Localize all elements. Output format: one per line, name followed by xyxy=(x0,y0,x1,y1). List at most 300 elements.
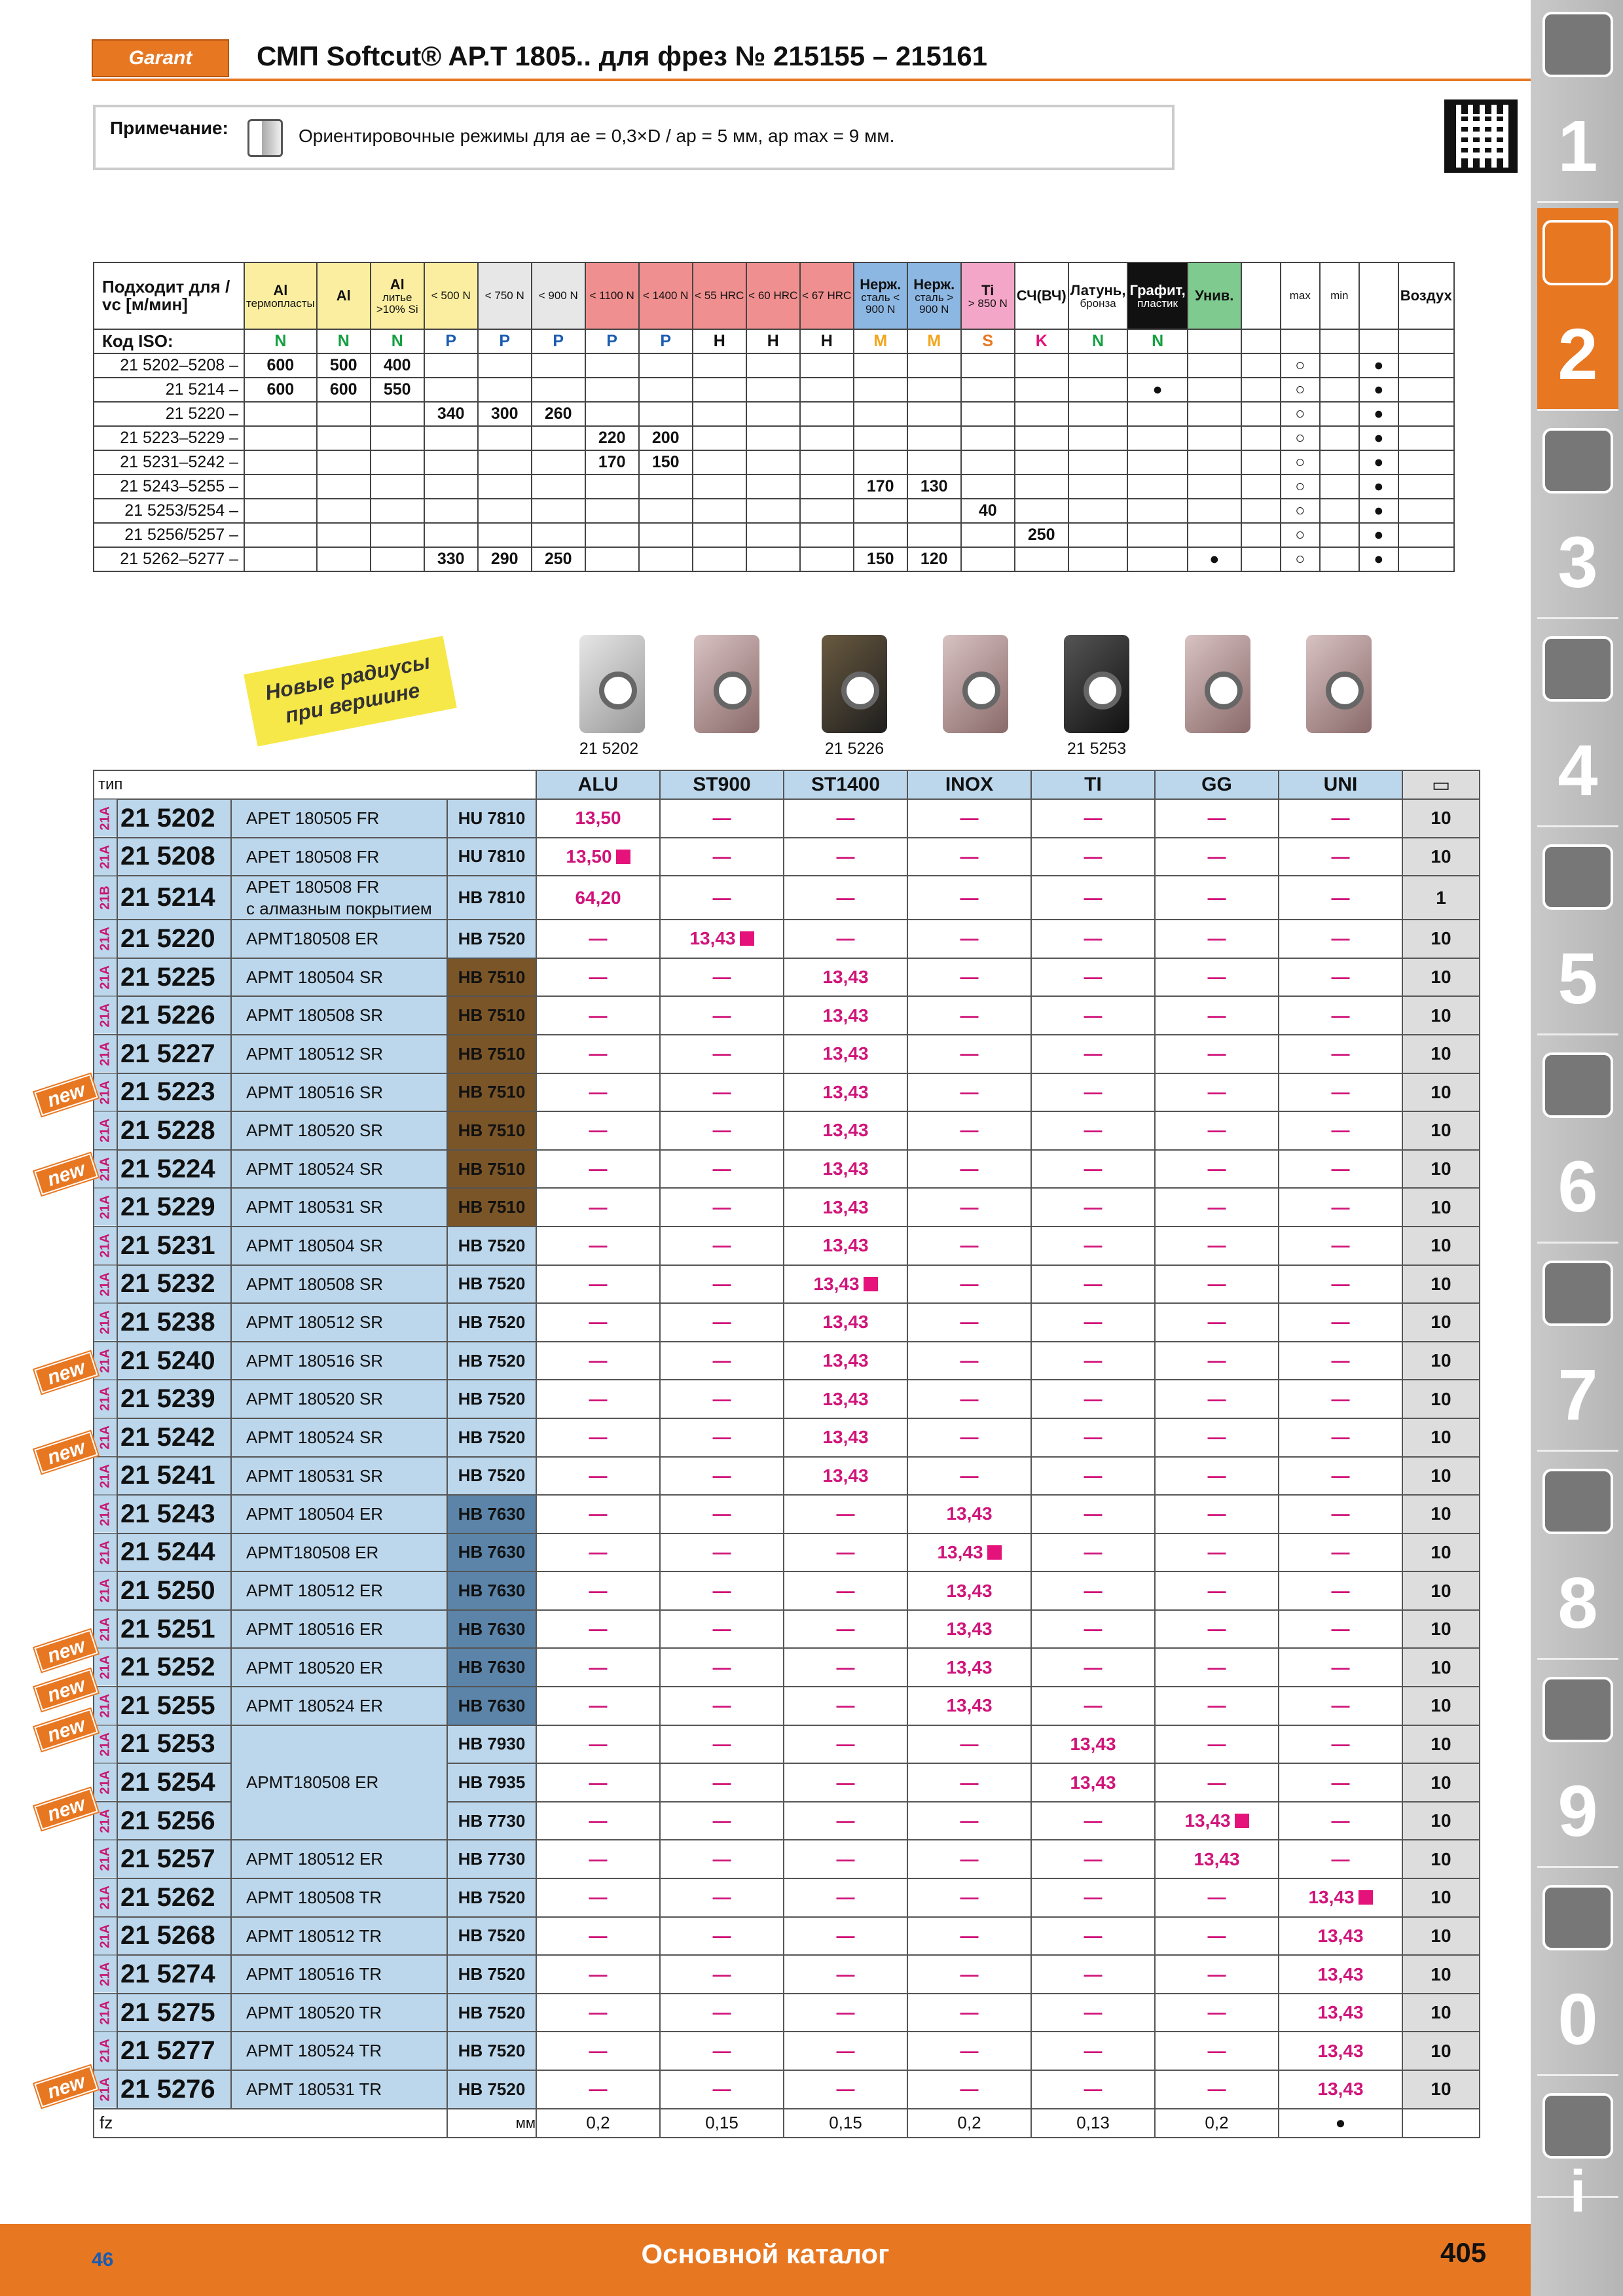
cutting-speed-cell xyxy=(961,378,1015,402)
cutting-speed-cell xyxy=(1398,547,1454,571)
price-value: — xyxy=(589,2079,608,2100)
price-value: — xyxy=(1207,928,1226,949)
price-value: — xyxy=(712,1005,731,1026)
price-cell xyxy=(1279,1725,1402,1764)
article-row[interactable] xyxy=(94,1150,1480,1189)
price-cell xyxy=(907,838,1031,876)
price-cell xyxy=(1155,1380,1279,1418)
price-cell xyxy=(536,1380,660,1418)
price-cell xyxy=(1279,1111,1402,1150)
material-subtitle: < 900 N xyxy=(538,289,578,302)
article-row[interactable] xyxy=(94,1917,1480,1956)
insert-caption: 21 5253 xyxy=(1067,740,1127,758)
price-value: — xyxy=(960,1350,979,1371)
designation-text: APMT 180508 TR xyxy=(246,1888,382,1908)
cutting-speed-cell xyxy=(1068,523,1128,547)
cutting-speed-cell xyxy=(746,547,800,571)
cutting-speed-cell xyxy=(746,450,800,475)
price-value: — xyxy=(1331,887,1350,908)
cutting-speed-cell: ○ xyxy=(1281,378,1320,402)
price-cell xyxy=(536,1418,660,1457)
carbide-grade: HB 7630 xyxy=(447,1534,536,1572)
material-column-header xyxy=(1359,262,1398,329)
availability-code: 21B xyxy=(94,876,117,920)
cutting-speed-cell xyxy=(961,402,1015,426)
article-number: 21 5224 xyxy=(117,1150,231,1189)
price-value: — xyxy=(1084,887,1103,908)
price-cell xyxy=(1279,799,1402,838)
cutting-speed-cell xyxy=(424,499,478,523)
price-value: — xyxy=(589,1695,608,1716)
cutting-speed-cell xyxy=(746,353,800,378)
chapter-tab-1[interactable] xyxy=(1537,0,1618,203)
feed-value: 0,2 xyxy=(536,2109,660,2138)
price-value: — xyxy=(1331,808,1350,829)
designation-text: APMT 180504 SR xyxy=(246,1235,384,1255)
iso-code: H xyxy=(693,329,746,353)
price-cell xyxy=(1155,1763,1279,1802)
price-cell xyxy=(536,1878,660,1917)
material-subtitle: < 55 HRC xyxy=(695,289,744,302)
carbide-grade: HB 7520 xyxy=(447,1380,536,1418)
price-value: — xyxy=(712,1427,731,1448)
cutting-speed-cell xyxy=(1241,426,1281,450)
iso-code: M xyxy=(907,329,961,353)
new-badge: new xyxy=(34,1788,98,1830)
availability-code: 21A xyxy=(94,2032,117,2070)
cutting-data-table xyxy=(93,262,1455,572)
price-value: — xyxy=(712,887,731,908)
price-cell xyxy=(1155,1648,1279,1687)
price-cell xyxy=(1031,1303,1155,1342)
article-row[interactable] xyxy=(94,1878,1480,1917)
price-cell xyxy=(536,1917,660,1956)
cutting-speed-cell xyxy=(1015,378,1068,402)
article-row[interactable] xyxy=(94,876,1480,920)
article-row[interactable] xyxy=(94,1073,1480,1112)
insert-designation xyxy=(231,1994,447,2032)
price-cell xyxy=(660,1610,784,1649)
price-cell xyxy=(1279,1265,1402,1304)
cutting-speed-cell: 170 xyxy=(585,450,639,475)
chapter-tab-8[interactable] xyxy=(1537,1457,1618,1660)
article-range: 21 5253/5254 – xyxy=(94,499,244,523)
price-value: — xyxy=(589,1158,608,1179)
cutting-data-row xyxy=(94,402,1454,426)
cutting-speed-cell xyxy=(800,547,854,571)
article-number: 21 5227 xyxy=(117,1035,231,1073)
article-number: 21 5226 xyxy=(117,996,231,1035)
price-value: — xyxy=(589,1081,608,1102)
price-value: — xyxy=(1207,1388,1226,1409)
price-value: 13,43 xyxy=(946,1503,993,1524)
cutting-speed-cell xyxy=(1188,402,1241,426)
article-row[interactable] xyxy=(94,1035,1480,1073)
iso-code-label: Код ISO: xyxy=(94,329,244,353)
price-cell xyxy=(1279,958,1402,997)
price-value: 13,43 xyxy=(822,1158,869,1179)
availability-code: 21A xyxy=(94,1188,117,1227)
price-value: — xyxy=(1331,1619,1350,1640)
chapter-tab-i[interactable] xyxy=(1537,2081,1618,2225)
article-row[interactable] xyxy=(94,1534,1480,1572)
cutting-speed-cell: ○ xyxy=(1281,547,1320,571)
price-cell xyxy=(1031,1342,1155,1380)
article-row[interactable] xyxy=(94,2070,1480,2109)
price-cell xyxy=(1279,1227,1402,1265)
package-quantity: 10 xyxy=(1402,1111,1480,1150)
iso-code: N xyxy=(1068,329,1128,353)
article-row[interactable] xyxy=(94,1687,1480,1725)
price-cell xyxy=(907,2070,1031,2109)
cutting-speed-cell xyxy=(424,523,478,547)
cutting-speed-cell xyxy=(1188,450,1241,475)
price-value: — xyxy=(1084,967,1103,988)
material-column-header xyxy=(532,262,585,329)
availability-code: 21A xyxy=(94,1150,117,1189)
price-cell xyxy=(907,1073,1031,1112)
cutting-speed-cell: ● xyxy=(1359,402,1398,426)
price-value: — xyxy=(712,1657,731,1677)
chapter-number: 8 xyxy=(1558,1563,1598,1643)
cutting-speed-cell xyxy=(693,547,746,571)
price-cell xyxy=(1155,1725,1279,1764)
price-value: — xyxy=(1331,967,1350,988)
price-value: — xyxy=(1331,1541,1350,1562)
cutting-speed-cell: 220 xyxy=(585,426,639,450)
chapter-tab-6[interactable] xyxy=(1537,1041,1618,1244)
article-row[interactable] xyxy=(94,1227,1480,1265)
qr-code-icon[interactable] xyxy=(1444,99,1518,173)
new-badge: new xyxy=(34,1431,98,1473)
price-cell xyxy=(784,1763,907,1802)
cutting-speed-cell xyxy=(371,402,424,426)
article-row[interactable] xyxy=(94,1495,1480,1534)
price-cell xyxy=(1279,1994,1402,2032)
article-row[interactable] xyxy=(94,2032,1480,2070)
price-cell xyxy=(1155,1840,1279,1878)
chapter-tab-7[interactable] xyxy=(1537,1249,1618,1452)
insert-caption: 21 5202 xyxy=(579,740,639,758)
cutting-speed-cell xyxy=(1015,450,1068,475)
article-row[interactable] xyxy=(94,1111,1480,1150)
material-title: Графит, xyxy=(1129,281,1186,298)
chapter-number: 2 xyxy=(1558,314,1598,395)
material-column-header xyxy=(1068,262,1128,329)
chapter-tab-0[interactable] xyxy=(1537,1873,1618,2076)
cutting-speed-cell xyxy=(317,475,371,499)
price-cell xyxy=(1031,838,1155,876)
price-cell xyxy=(784,1610,907,1649)
price-value: — xyxy=(1084,2040,1103,2061)
insert-caption: 21 5226 xyxy=(824,740,884,758)
article-row[interactable] xyxy=(94,1610,1480,1649)
price-value: — xyxy=(712,1273,731,1294)
article-table xyxy=(93,770,1480,2138)
price-cell xyxy=(1279,1610,1402,1649)
price-value: 13,43 xyxy=(822,1235,869,1256)
price-value: — xyxy=(1084,1580,1103,1601)
price-cell xyxy=(660,1380,784,1418)
cutting-speed-cell xyxy=(1188,475,1241,499)
recommended-marker-icon xyxy=(864,1277,878,1291)
cutting-speed-cell xyxy=(1188,523,1241,547)
price-value: — xyxy=(712,1235,731,1256)
package-quantity: 10 xyxy=(1402,838,1480,876)
price-value: — xyxy=(1331,1848,1350,1869)
price-cell xyxy=(907,1188,1031,1227)
price-cell xyxy=(660,2070,784,2109)
price-value: — xyxy=(960,1733,979,1754)
price-value: 13,43 xyxy=(822,1427,869,1448)
price-value: — xyxy=(712,1580,731,1601)
insert-designation xyxy=(231,1111,447,1150)
price-cell xyxy=(784,2070,907,2109)
price-value: — xyxy=(589,928,608,949)
material-column-header xyxy=(961,262,1015,329)
price-value: — xyxy=(1331,1312,1350,1333)
cutting-speed-cell xyxy=(746,499,800,523)
chapter-tab-3[interactable] xyxy=(1537,416,1618,619)
package-quantity: 10 xyxy=(1402,1878,1480,1917)
price-value: — xyxy=(1331,1043,1350,1064)
price-cell xyxy=(536,958,660,997)
carbide-grade: HB 7520 xyxy=(447,1303,536,1342)
article-row[interactable] xyxy=(94,920,1480,958)
cutting-speed-cell xyxy=(1127,353,1187,378)
price-value: — xyxy=(589,1580,608,1601)
article-row[interactable] xyxy=(94,1418,1480,1457)
price-cell xyxy=(1031,1725,1155,1764)
price-cell xyxy=(660,1188,784,1227)
article-number: 21 5239 xyxy=(117,1380,231,1418)
cutting-speed-cell xyxy=(532,499,585,523)
article-row[interactable] xyxy=(94,1571,1480,1610)
price-value: — xyxy=(836,1733,855,1754)
designation-text: APMT180508 ER xyxy=(246,929,379,949)
cutting-speed-cell: ○ xyxy=(1281,426,1320,450)
insert-designation xyxy=(231,1917,447,1956)
iso-code: P xyxy=(585,329,639,353)
price-cell xyxy=(1279,1802,1402,1840)
iso-code xyxy=(1188,329,1241,353)
package-quantity: 10 xyxy=(1402,1610,1480,1649)
cutting-speed-cell xyxy=(371,426,424,450)
price-cell xyxy=(1031,1802,1155,1840)
material-column-header xyxy=(639,262,693,329)
price-value: — xyxy=(836,1580,855,1601)
carbide-grade: HB 7810 xyxy=(447,876,536,920)
price-cell xyxy=(907,996,1031,1035)
article-number: 21 5223 xyxy=(117,1073,231,1112)
cutting-speed-cell xyxy=(532,353,585,378)
chapter-tab-2[interactable] xyxy=(1537,208,1618,411)
price-value: — xyxy=(589,1196,608,1217)
cutting-speed-cell xyxy=(854,402,907,426)
price-value: — xyxy=(960,1158,979,1179)
article-row[interactable] xyxy=(94,1188,1480,1227)
cutting-speed-cell xyxy=(244,402,317,426)
carbide-grade: HB 7930 xyxy=(447,1725,536,1764)
cutting-data-row xyxy=(94,353,1454,378)
price-cell xyxy=(536,799,660,838)
price-value: — xyxy=(960,846,979,867)
material-column-header xyxy=(693,262,746,329)
note-label: Примечание: xyxy=(110,118,228,138)
cutting-speed-cell: 550 xyxy=(371,378,424,402)
article-row[interactable] xyxy=(94,1303,1480,1342)
cutting-speed-cell xyxy=(1188,426,1241,450)
chapter-tab-9[interactable] xyxy=(1537,1665,1618,1868)
carbide-grade: HB 7730 xyxy=(447,1840,536,1878)
price-cell xyxy=(1279,1188,1402,1227)
price-cell xyxy=(784,958,907,997)
cutting-speed-cell xyxy=(1398,402,1454,426)
article-number: 21 5251 xyxy=(117,1610,231,1649)
price-value: — xyxy=(1084,1350,1103,1371)
cutting-speed-cell xyxy=(424,426,478,450)
article-row[interactable] xyxy=(94,1955,1480,1994)
article-row[interactable] xyxy=(94,958,1480,997)
iso-code: N xyxy=(317,329,371,353)
cutting-speed-cell xyxy=(532,475,585,499)
price-cell xyxy=(1155,876,1279,920)
garant-logo: Garant xyxy=(92,39,229,77)
price-value: — xyxy=(589,1005,608,1026)
feed-value: 0,15 xyxy=(784,2109,907,2138)
package-quantity: 10 xyxy=(1402,1534,1480,1572)
price-value: — xyxy=(589,1120,608,1141)
material-title: Al xyxy=(273,281,288,298)
chapter-tab-4[interactable] xyxy=(1537,624,1618,827)
availability-code: 21A xyxy=(94,1955,117,1994)
price-value: 13,43 xyxy=(822,967,869,988)
new-badge: new xyxy=(34,1153,98,1195)
availability-code: 21A xyxy=(94,1227,117,1265)
price-cell xyxy=(536,1111,660,1150)
price-value: — xyxy=(836,1541,855,1562)
insert-image-uni xyxy=(1306,635,1372,733)
price-cell xyxy=(1279,1418,1402,1457)
package-quantity: 10 xyxy=(1402,1648,1480,1687)
price-cell xyxy=(1155,1917,1279,1956)
chapter-tab-5[interactable] xyxy=(1537,833,1618,1035)
chapter-number: 6 xyxy=(1558,1147,1598,1227)
package-quantity: 10 xyxy=(1402,1035,1480,1073)
price-value: — xyxy=(712,1043,731,1064)
article-row[interactable] xyxy=(94,1840,1480,1878)
grade-column-ti: TI xyxy=(1031,770,1155,799)
article-range: 21 5220 – xyxy=(94,402,244,426)
package-quantity: 10 xyxy=(1402,920,1480,958)
cutting-speed-cell: ● xyxy=(1359,475,1398,499)
package-quantity: 10 xyxy=(1402,1994,1480,2032)
price-cell xyxy=(536,1150,660,1189)
price-cell xyxy=(907,1111,1031,1150)
article-range: 21 5256/5257 – xyxy=(94,523,244,547)
cutting-speed-cell xyxy=(1068,499,1128,523)
article-row[interactable] xyxy=(94,1994,1480,2032)
article-row[interactable] xyxy=(94,1725,1480,1764)
insert-designation xyxy=(231,1227,447,1265)
price-cell xyxy=(1279,1763,1402,1802)
cutting-speed-cell xyxy=(907,402,961,426)
article-row[interactable] xyxy=(94,996,1480,1035)
new-badge: new xyxy=(34,1074,98,1116)
price-cell xyxy=(907,1342,1031,1380)
price-value: 13,50 xyxy=(575,808,621,829)
price-cell xyxy=(784,1571,907,1610)
price-value: — xyxy=(1207,1273,1226,1294)
recommended-marker-icon xyxy=(1359,1890,1373,1905)
article-row[interactable] xyxy=(94,1457,1480,1496)
material-subtitle: max xyxy=(1289,289,1311,302)
price-cell xyxy=(660,1073,784,1112)
material-subtitle: сталь < 900 N xyxy=(861,291,900,315)
availability-code: 21A xyxy=(94,1380,117,1418)
price-cell xyxy=(1031,2032,1155,2070)
availability-code: 21A xyxy=(94,1265,117,1304)
insert-image-st1400 xyxy=(822,635,887,733)
cutting-speed-cell xyxy=(317,547,371,571)
price-value: — xyxy=(589,1964,608,1984)
article-row[interactable] xyxy=(94,1342,1480,1380)
price-value: — xyxy=(712,967,731,988)
package-quantity: 10 xyxy=(1402,1763,1480,1802)
article-row[interactable] xyxy=(94,799,1480,838)
price-value: 13,50 xyxy=(566,846,612,867)
cutting-speed-cell xyxy=(1241,402,1281,426)
carbide-grade: HB 7510 xyxy=(447,1111,536,1150)
article-row[interactable] xyxy=(94,1648,1480,1687)
price-cell xyxy=(1279,1380,1402,1418)
price-cell xyxy=(1279,1073,1402,1112)
carbide-grade: HB 7520 xyxy=(447,920,536,958)
cutting-speed-cell xyxy=(1068,450,1128,475)
availability-code: 21A xyxy=(94,2070,117,2109)
carbide-grade: HB 7630 xyxy=(447,1571,536,1610)
price-cell xyxy=(784,1917,907,1956)
designation-text: APMT 180512 SR xyxy=(246,1312,384,1333)
designation-text: APMT 180531 SR xyxy=(246,1465,384,1486)
price-value: — xyxy=(836,1503,855,1524)
material-title: Нерж. xyxy=(913,276,955,293)
cutting-speed-cell: ○ xyxy=(1281,402,1320,426)
price-value: — xyxy=(836,808,855,829)
chapter-icon xyxy=(1542,220,1613,285)
price-cell xyxy=(784,876,907,920)
article-row[interactable] xyxy=(94,1265,1480,1304)
price-value: — xyxy=(1331,1273,1350,1294)
cutting-speed-cell: 600 xyxy=(244,353,317,378)
cutting-speed-cell xyxy=(961,450,1015,475)
cutting-speed-cell xyxy=(854,353,907,378)
price-value: 13,43 xyxy=(1308,1887,1355,1908)
price-cell xyxy=(536,1342,660,1380)
cutting-speed-cell xyxy=(961,426,1015,450)
article-row[interactable] xyxy=(94,1380,1480,1418)
price-cell xyxy=(1155,1610,1279,1649)
cutting-speed-cell xyxy=(585,402,639,426)
price-value: — xyxy=(1207,1580,1226,1601)
price-cell xyxy=(1031,1380,1155,1418)
cutting-speed-cell xyxy=(1127,547,1187,571)
price-cell xyxy=(1155,1227,1279,1265)
material-column-header xyxy=(800,262,854,329)
price-cell xyxy=(784,1150,907,1189)
cutting-speed-cell xyxy=(854,378,907,402)
article-row[interactable] xyxy=(94,838,1480,876)
